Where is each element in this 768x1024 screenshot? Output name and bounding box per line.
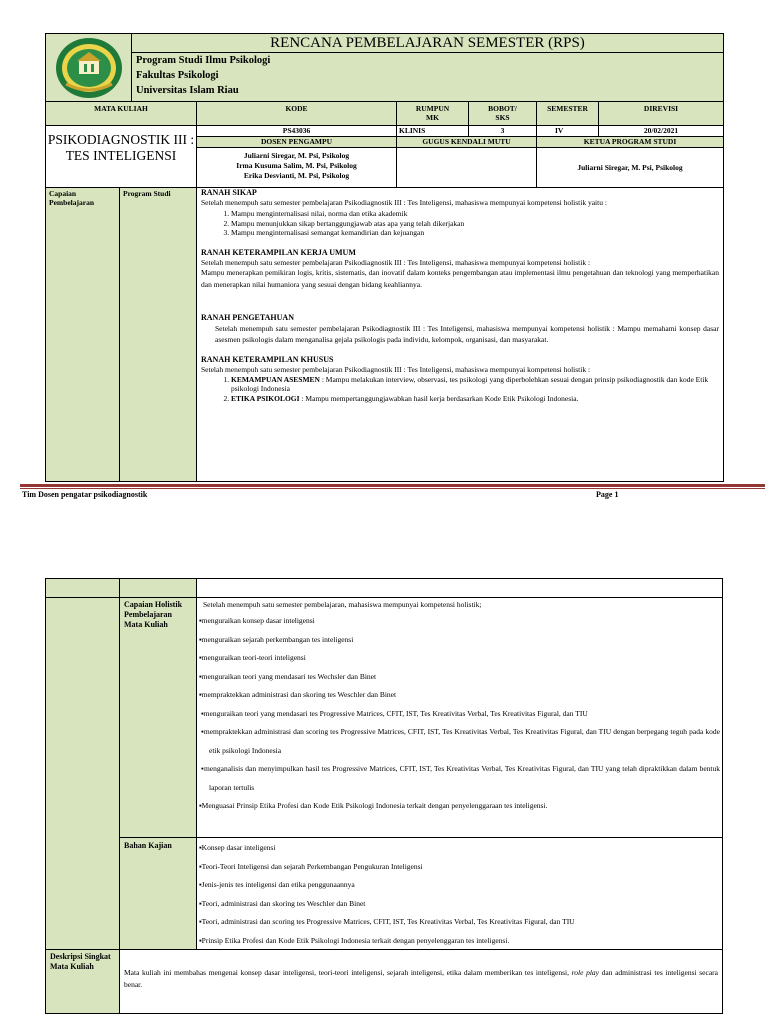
bahan-content <box>197 838 723 950</box>
dosen-name: Juliarni Siregar, M. Psi, Psikolog <box>243 151 350 160</box>
footer-rule <box>20 484 765 487</box>
khusus-item-text: : Mampu mempertanggungjawabkan hasil kerja berdasarkan Kode Etik Psikologi Indonesia. <box>299 393 579 403</box>
course-semester: IV <box>537 126 599 137</box>
faculty-name: Fakultas Psikologi <box>136 70 219 81</box>
program-name: Program Studi Ilmu Psikologi <box>136 55 271 66</box>
course-rumpun: KLINIS <box>397 126 469 137</box>
dosen-name: Erika Desvianti, M. Psi, Psikolog <box>243 171 350 180</box>
ranah-khusus-title: RANAH KETERAMPILAN KHUSUS <box>201 354 334 364</box>
dosen-label: DOSEN PENGAMPU <box>197 137 397 148</box>
bahan-item: ▪Teori, administrasi dan skoring tes Weschler dan Binet <box>199 898 366 908</box>
sikap-item: 3. Mampu menginternalisasi semangat kemandirian dan kejuangan <box>231 228 719 238</box>
khusus-item-title: KEMAMPUAN ASESMEN <box>231 374 320 384</box>
gugus-label: GUGUS KENDALI MUTU <box>397 137 537 148</box>
sikap-item: 1. Mampu menginternalisasi nilai, norma dan etika akademik <box>231 209 719 219</box>
p2-left-col <box>45 598 120 950</box>
deskripsi-italic: role play <box>571 968 599 977</box>
ranah-sikap-title: RANAH SIKAP <box>201 188 257 197</box>
deskripsi-text: Mata kuliah ini membahas mengenai konsep dasar inteligensi, teori-teori inteligensi, sejarah inteligensi, etika dalam memberikan tes inteligensi, <box>124 968 569 977</box>
page-title: RENCANA PEMBELAJARAN SEMESTER (RPS) <box>132 34 723 53</box>
ranah-umum-text: Mampu menerapkan pemikiran logis, kritis, sistematis, dan inovatif dalam konteks pengembangan atau implementasi ilmu pengetahuan dan teknologi yang memperhatikan dan menerapkan nilai humaniora yang sesuai dengan bidang keahliannya. <box>201 267 719 289</box>
cplmk-item: ▪menguraikan teori-teori inteligensi <box>199 653 306 662</box>
page-number: Page 1 <box>596 490 619 499</box>
col-direvisi: DIREVISI <box>599 102 724 126</box>
bahan-label: Bahan Kajian <box>120 838 197 950</box>
bahan-item: ▪Teori, administrasi dan scoring tes Progressive Matrices, CFIT, IST, Tes Kreativitas Verbal, Tes Kreativitas Figural, dan TIU <box>199 917 575 926</box>
khusus-item-text: : Mampu melakukan interview, observasi, tes psikologi yang diperbolehkan sesuai dengan prinsip psikodiagnostik dan kode Etik psikologi Indonesia <box>231 374 709 393</box>
cplmk-item: ▪Menguasai Prinsip Etika Profesi dan Kode Etik Psikologi Indonesia terkait dengan penyelenggaraan tes inteligensi. <box>199 801 548 810</box>
university-logo <box>46 34 133 103</box>
course-bobot: 3 <box>469 126 537 137</box>
ketua-name: Juliarni Siregar, M. Psi, Psikolog <box>537 148 724 188</box>
cplmk-item: ▪menguraikan konsep dasar inteligensi <box>199 616 315 625</box>
cplmk-content <box>197 598 723 838</box>
cplmk-label: Capaian Holistik Pembelajaran Mata Kuliah <box>120 598 197 838</box>
header-block <box>132 33 724 102</box>
col-rumpun: RUMPUN MK <box>397 102 469 126</box>
p2-top-right <box>197 578 723 598</box>
cplmk-intro: Setelah menempuh satu semester pembelajaran, mahasiswa mempunyai kompetensi holistik; <box>203 600 482 609</box>
bahan-item: ▪Jenis-jenis tes inteligensi dan etika penggunaannya <box>199 880 355 889</box>
col-kode: KODE <box>197 102 397 126</box>
bahan-item: ▪Teori-Teori Inteligensi dan sejarah Perkembangan Pengukuran Inteligensi <box>199 861 423 871</box>
ranah-sikap-intro: Setelah menempuh satu semester pembelajaran Psikodiagnostik III : Tes Inteligensi, mahasiswa mempunyai kompetensi holistik yaitu : <box>201 198 607 207</box>
khusus-item <box>231 394 719 404</box>
khusus-item-title: ETIKA PSIKOLOGI <box>231 393 300 403</box>
ketua-label: KETUA PROGRAM STUDI <box>537 137 724 148</box>
ranah-khusus-intro: Setelah menempuh satu semester pembelajaran Psikodiagnostik III : Tes Inteligensi, mahasiswa mempunyai kompetensi holistik : <box>201 364 591 374</box>
footer-left: Tim Dosen pengatar psikodiagnostik <box>22 490 148 499</box>
course-name: PSIKODIAGNOSTIK III : TES INTELIGENSI <box>45 126 197 188</box>
deskripsi-content <box>120 950 723 1014</box>
col-mata-kuliah: MATA KULIAH <box>45 102 197 126</box>
dosen-name: Irma Kusuma Salim, M. Psi, Psikolog <box>236 161 357 170</box>
khusus-item <box>231 375 719 394</box>
dosen-names <box>197 148 397 188</box>
footer-rule-thin <box>20 488 765 489</box>
col-bobot: BOBOT/ SKS <box>469 102 537 126</box>
course-direvisi: 20/02/2021 <box>599 126 724 137</box>
sikap-item: 2. Mampu menunjukkan sikap bertanggungjawab atas apa yang telah dikerjakan <box>231 219 719 229</box>
deskripsi-label: Deskripsi Singkat Mata Kuliah <box>45 950 120 1014</box>
ranah-pengetahuan-text: Setelah menempuh satu semester pembelajaran Psikodiagnostik III : Tes Inteligensi, mahasiswa mempunyai kompetensi holistik : Mampu memahami konsep dasar asesmen psikologis dalam menganalisa gejala psikologis pada individu, kelompok, organisasi, dan masyarakat. <box>215 323 719 344</box>
gugus-cell <box>397 148 537 188</box>
university-name: Universitas Islam Riau <box>136 85 239 96</box>
cplmk-item: ▪mempraktekkan administrasi dan scoring tes Progressive Matrices, CFIT, IST, Tes Kreativitas Verbal, Tes Kreativitas Figural, dan TIU dengan berpegang teguh pada kode etik psikologi Indonesia <box>201 727 720 755</box>
cpl-prodi-label: Program Studi <box>120 188 197 482</box>
ranah-pengetahuan-title: RANAH PENGETAHUAN <box>201 312 294 322</box>
deskripsi-text-end: dan administrasi tes inteligensi secara benar. <box>124 968 718 989</box>
bahan-item: ▪Prinsip Etika Profesi dan Kode Etik Psikologi Indonesia terkait dengan penyelenggaran tes inteligensi. <box>199 935 510 945</box>
cpl-content <box>197 188 724 482</box>
cplmk-item: ▪menguraikan teori yang mendasari tes Progressive Matrices, CFIT, IST, Tes Kreativitas Verbal, Tes Kreativitas Figural, dan TIU <box>201 708 588 718</box>
cplmk-item: ▪menguraikan teori yang mendasari tes Wechsler dan Binet <box>199 671 377 681</box>
course-code: PS43036 <box>197 126 397 137</box>
cplmk-item: ▪mempraktekkan administrasi dan skoring tes Weschler dan Binet <box>199 690 397 699</box>
p2-top-mid <box>120 578 197 598</box>
bahan-item: ▪Konsep dasar inteligensi <box>199 843 276 852</box>
logo-cell <box>45 33 132 102</box>
p2-top-left <box>45 578 120 598</box>
cplmk-item: ▪menganalisis dan menyimpulkan hasil tes Progressive Matrices, CFIT, IST, Tes Kreativitas Verbal, Tes Kreativitas Figural, dan TIU yang telah dipraktikkan dalam bentuk laporan tertulis <box>201 764 720 792</box>
cpl-label: Capaian Pembelajaran <box>45 188 120 482</box>
ranah-umum-intro: Setelah menempuh satu semester pembelajaran Psikodiagnostik III : Tes Inteligensi, mahasiswa mempunyai kompetensi holistik : <box>201 257 591 267</box>
cplmk-item: ▪menguraikan sejarah perkembangan tes inteligensi <box>199 634 354 644</box>
col-semester: SEMESTER <box>537 102 599 126</box>
ranah-umum-title: RANAH KETERAMPILAN KERJA UMUM <box>201 247 356 257</box>
